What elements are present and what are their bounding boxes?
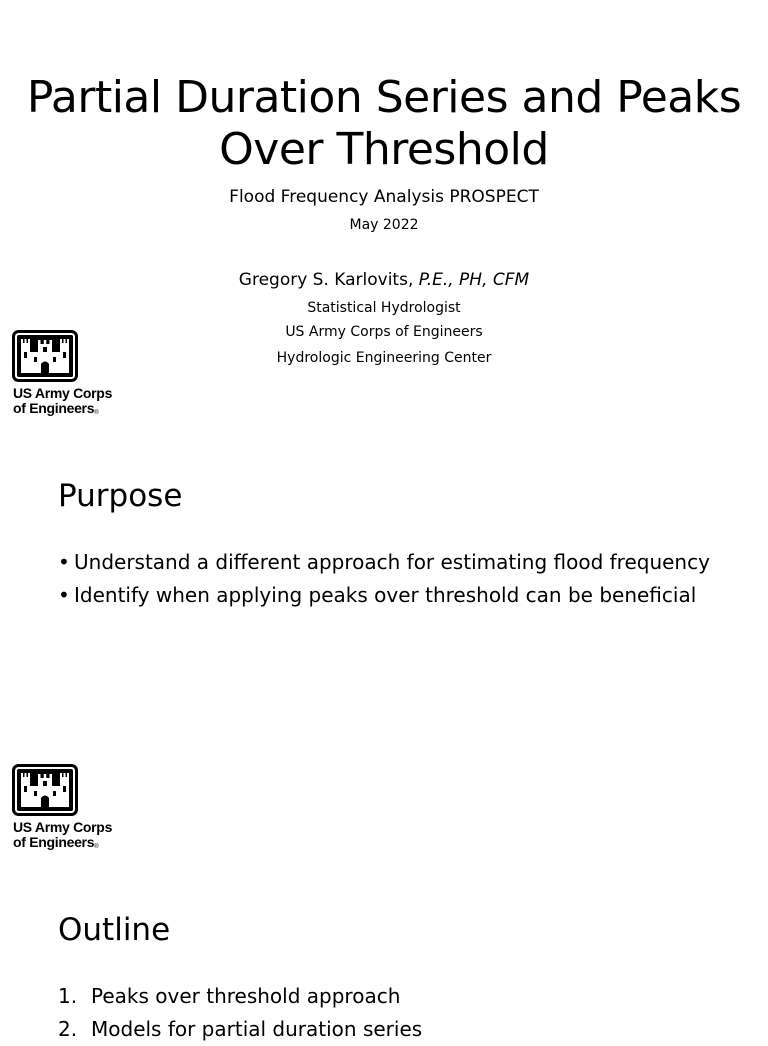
logo-line-2 — [13, 835, 112, 855]
slide-heading-outline: Outline — [58, 912, 171, 948]
logo-line-2-text: of Engineers — [13, 834, 95, 850]
list-item-number: 2. — [58, 1017, 78, 1041]
list-item-text: Models for partial duration series — [91, 1017, 423, 1041]
logo-line-1: US Army Corps — [13, 385, 113, 401]
course-name: Flood Frequency Analysis PROSPECT — [229, 187, 539, 207]
slide-title: Partial Duration Series and Peaks Over Threshold — [26, 72, 742, 175]
outline-list — [58, 980, 422, 1046]
author-center: Hydrologic Engineering Center — [276, 350, 492, 366]
slide-heading-purpose: Purpose — [58, 478, 183, 514]
list-item-number: 1. — [58, 984, 78, 1008]
castle-icon — [12, 330, 78, 382]
purpose-list — [58, 546, 748, 612]
list-item — [58, 1013, 422, 1046]
author-name: Gregory S. Karlovits, — [238, 270, 414, 290]
presentation-date: May 2022 — [349, 217, 419, 233]
logo-line-2-text: of Engineers — [13, 400, 95, 416]
author-credentials: P.E., PH, CFM — [418, 270, 530, 290]
author-role: Statistical Hydrologist — [307, 300, 461, 316]
author-organization: US Army Corps of Engineers — [285, 324, 483, 340]
author-line — [0, 270, 768, 290]
list-item — [58, 980, 422, 1013]
registered-mark: ® — [94, 410, 99, 416]
registered-mark: ® — [94, 844, 99, 850]
title-slide — [0, 0, 768, 434]
logo-line-1: US Army Corps — [13, 819, 113, 835]
list-item: • Identify when applying peaks over threshold can be beneficial — [58, 579, 748, 612]
list-item-text: Peaks over threshold approach — [91, 984, 401, 1008]
logo-wordmark — [13, 820, 112, 855]
logo-wordmark — [13, 386, 112, 421]
outline-slide — [0, 819, 768, 1041]
usace-logo — [12, 764, 142, 859]
list-item: • Understand a different approach for estimating flood frequency — [58, 546, 748, 579]
castle-icon — [12, 764, 78, 816]
usace-logo — [12, 330, 142, 425]
logo-line-2 — [13, 401, 112, 421]
